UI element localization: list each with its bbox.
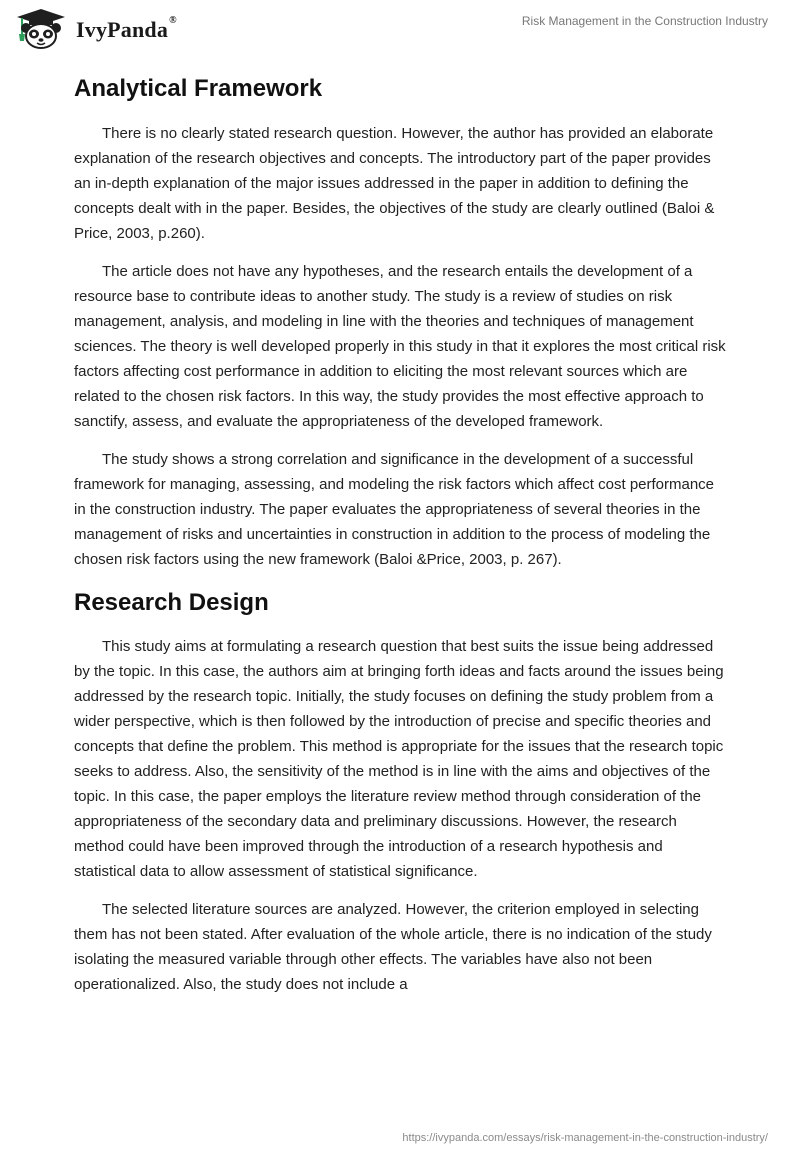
- paragraph: The selected literature sources are analyzed. However, the criterion employed in selecting them has not been stated. After evaluation of the whole article, there is no indication of the study isolating the measured variable through other effects. The variables have also not been operationalized. Also, the study does not include a: [74, 901, 712, 993]
- essay-content: [74, 71, 726, 997]
- brand-name: IvyPanda: [76, 17, 169, 42]
- panda-graduate-icon: [14, 8, 68, 50]
- section-heading: Research Design: [74, 589, 269, 616]
- section-heading: Analytical Framework: [74, 75, 323, 102]
- brand-logo[interactable]: [14, 8, 177, 50]
- page-header: [0, 0, 800, 60]
- paragraph: The study shows a strong correlation and significance in the development of a successful framework for managing, assessing, and modeling the risk factors which affect cost performance in the construction industry. The paper evaluates the appropriateness of several theories in the management of risks and uncertainties in construction in addition to the process of modeling the chosen risk factors using the new framework (Baloi &Price, 2003, p. 267).: [74, 451, 715, 568]
- paragraph: This study aims at formulating a research question that best suits the issue being addressed by the topic. In this case, the authors aim at bringing forth ideas and facts around the issues being addressed by the research topic. Initially, the study focuses on defining the study problem from a wider perspective, which is then followed by the introduction of precise and specific theories and concepts that define the problem. This method is appropriate for the issues that the research topic seeks to address. Also, the sensitivity of the method is in line with the aims and objectives of the topic. In this case, the paper employs the literature review method through consideration of the appropriateness of the secondary data and preliminary discussions. However, the research method could have been improved through the introduction of a research hypothesis and statistical data to allow assessment of statistical significance.: [74, 638, 724, 880]
- paragraph: There is no clearly stated research question. However, the author has provided an elaborate explanation of the research objectives and concepts. The introductory part of the paper provides an in-depth explanation of the major issues addressed in the paper in addition to defining the concepts dealt with in the paper. Besides, the objectives of the study are clearly outlined (Baloi & Price, 2003, p.260).: [74, 125, 715, 242]
- paragraph: The article does not have any hypotheses, and the research entails the development of a resource base to contribute ideas to another study. The study is a review of studies on risk management, analysis, and modeling in line with the theories and techniques of management sciences. The theory is well developed properly in this study in that it explores the most critical risk factors affecting cost performance in addition to eliciting the most relevant sources which are related to the chosen risk factors. In this way, the study provides the most effective approach to sanctify, assess, and evaluate the appropriateness of the developed framework.: [74, 263, 726, 430]
- source-url-link[interactable]: https://ivypanda.com/essays/risk-management-in-the-construction-industry/: [402, 1132, 768, 1144]
- registered-mark: ®: [169, 14, 177, 26]
- document-title: Risk Management in the Construction Industry: [521, 14, 768, 28]
